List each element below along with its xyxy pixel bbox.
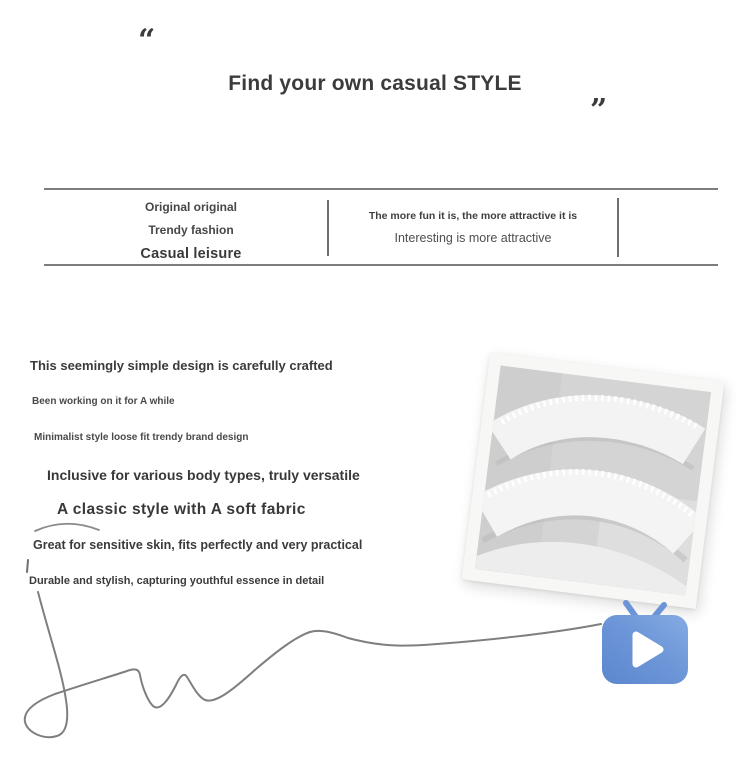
banner-slogan-2: Trendy fashion [148, 223, 234, 237]
feature-line-6: Great for sensitive skin, fits perfectly and very practical [33, 538, 363, 552]
play-video-button[interactable] [595, 596, 695, 691]
banner-divider-2 [617, 198, 619, 257]
quote-close-mark: ” [590, 93, 608, 128]
tv-antenna-icon [626, 603, 664, 617]
feature-line-3: Minimalist style loose fit trendy brand design [34, 432, 249, 443]
page-title: Find your own casual STYLE [228, 72, 522, 95]
feature-line-4: Inclusive for various body types, truly versatile [47, 467, 360, 483]
banner-divider-1 [327, 200, 329, 256]
feature-line-2: Been working on it for A while [32, 396, 175, 407]
banner-slogan-3: Casual leisure [140, 246, 242, 262]
feature-line-1: This seemingly simple design is carefully crafted [30, 358, 333, 373]
scribble-path [25, 592, 601, 737]
banner-slogan-1: Original original [144, 200, 237, 214]
banner-tagline-1: The more fun it is, the more attractive it is [368, 210, 578, 222]
banner-column-slogans [91, 196, 291, 266]
fabric-photo [475, 366, 711, 596]
arc-underline-decoration [35, 524, 99, 531]
quote-open-mark: “ [138, 23, 156, 58]
banner-tagline-2: Interesting is more attractive [394, 231, 552, 245]
feature-line-7: Durable and stylish, capturing youthful essence in detail [29, 575, 325, 587]
polaroid-frame [462, 352, 725, 609]
banner-column-tagline [337, 209, 609, 246]
banner-top-rule [44, 188, 718, 190]
feature-line-5: A classic style with A soft fabric [57, 501, 306, 518]
tick-decoration [27, 560, 28, 572]
